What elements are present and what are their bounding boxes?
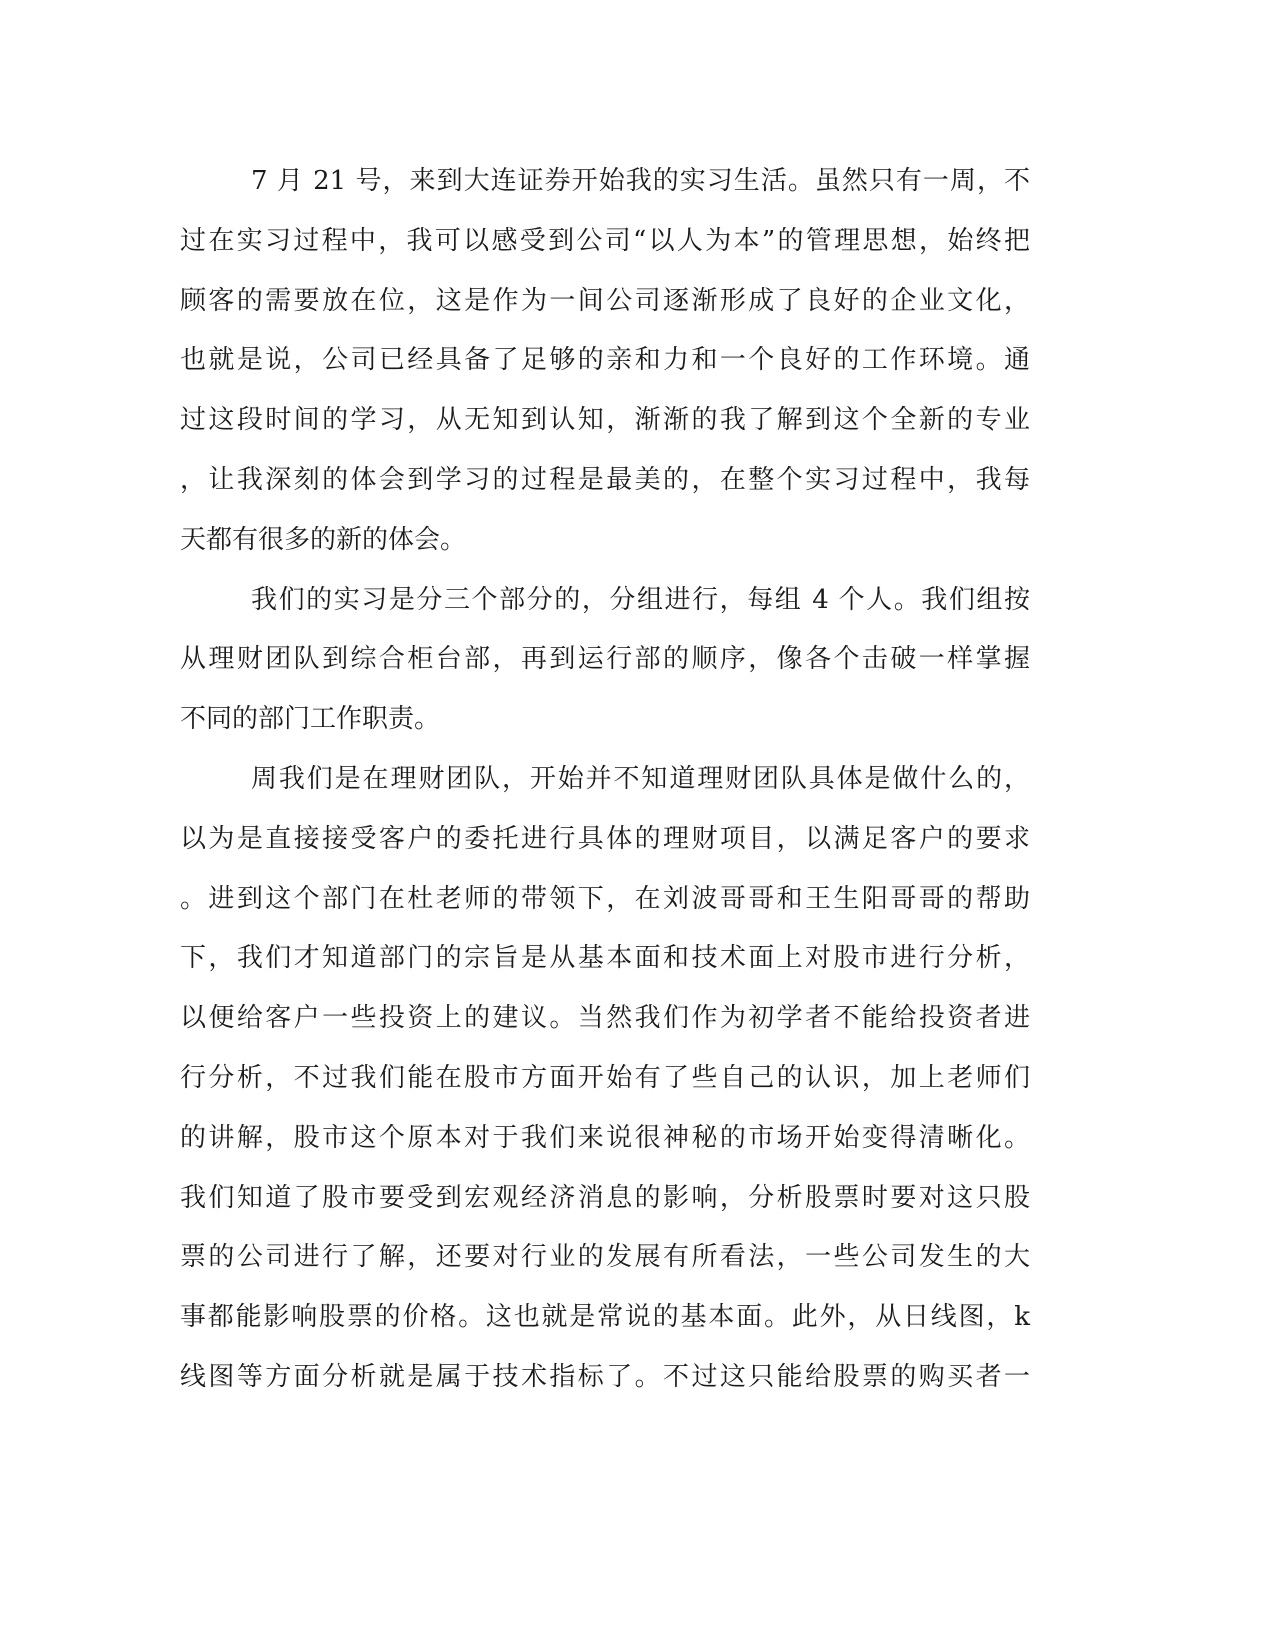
text-line: 从理财团队到综合柜台部，再到运行部的顺序，像各个击破一样掌握	[180, 644, 1030, 675]
text-line: 线图等方面分析就是属于技术指标了。不过这只能给股票的购买者一	[180, 1361, 1030, 1392]
text-line: 周我们是在理财团队，开始并不知道理财团队具体是做什么的，	[251, 763, 1030, 794]
text-line: ，让我深刻的体会到学习的过程是最美的，在整个实习过程中，我每	[180, 464, 1030, 495]
text-line: 过在实习过程中，我可以感受到公司“以人为本”的管理思想，始终把	[180, 225, 1030, 256]
text-line: 以为是直接接受客户的委托进行具体的理财项目，以满足客户的要求	[180, 823, 1030, 854]
text-line: 顾客的需要放在位，这是作为一间公司逐渐形成了良好的企业文化，	[180, 285, 1030, 316]
text-line: 我们的实习是分三个部分的，分组进行，每组 4 个人。我们组按	[251, 584, 1030, 615]
text-line: 过这段时间的学习，从无知到认知，渐渐的我了解到这个全新的专业	[180, 405, 1030, 436]
text-line: 7 月 21 号，来到大连证券开始我的实习生活。虽然只有一周，不	[251, 166, 1030, 196]
text-line: 天都有很多的新的体会。	[180, 524, 467, 555]
text-line: 不同的部门工作职责。	[180, 704, 441, 735]
text-line: 也就是说，公司已经具备了足够的亲和力和一个良好的工作环境。通	[180, 345, 1030, 376]
text-line: 我们知道了股市要受到宏观经济消息的影响，分析股票时要对这只股	[180, 1182, 1030, 1213]
text-line: 以便给客户一些投资上的建议。当然我们作为初学者不能给投资者进	[180, 1003, 1030, 1034]
text-line: 下，我们才知道部门的宗旨是从基本面和技术面上对股市进行分析，	[180, 943, 1030, 974]
text-line: 行分析，不过我们能在股市方面开始有了些自己的认识，加上老师们	[180, 1062, 1030, 1093]
text-line: 的讲解，股市这个原本对于我们来说很神秘的市场开始变得清晰化。	[180, 1122, 1030, 1153]
text-line: 。进到这个部门在杜老师的带领下，在刘波哥哥和王生阳哥哥的帮助	[180, 883, 1030, 914]
document-body	[180, 161, 1030, 1417]
text-line: 票的公司进行了解，还要对行业的发展有所看法，一些公司发生的大	[180, 1242, 1030, 1273]
text-line: 事都能影响股票的价格。这也就是常说的基本面。此外，从日线图，k	[180, 1302, 1030, 1333]
